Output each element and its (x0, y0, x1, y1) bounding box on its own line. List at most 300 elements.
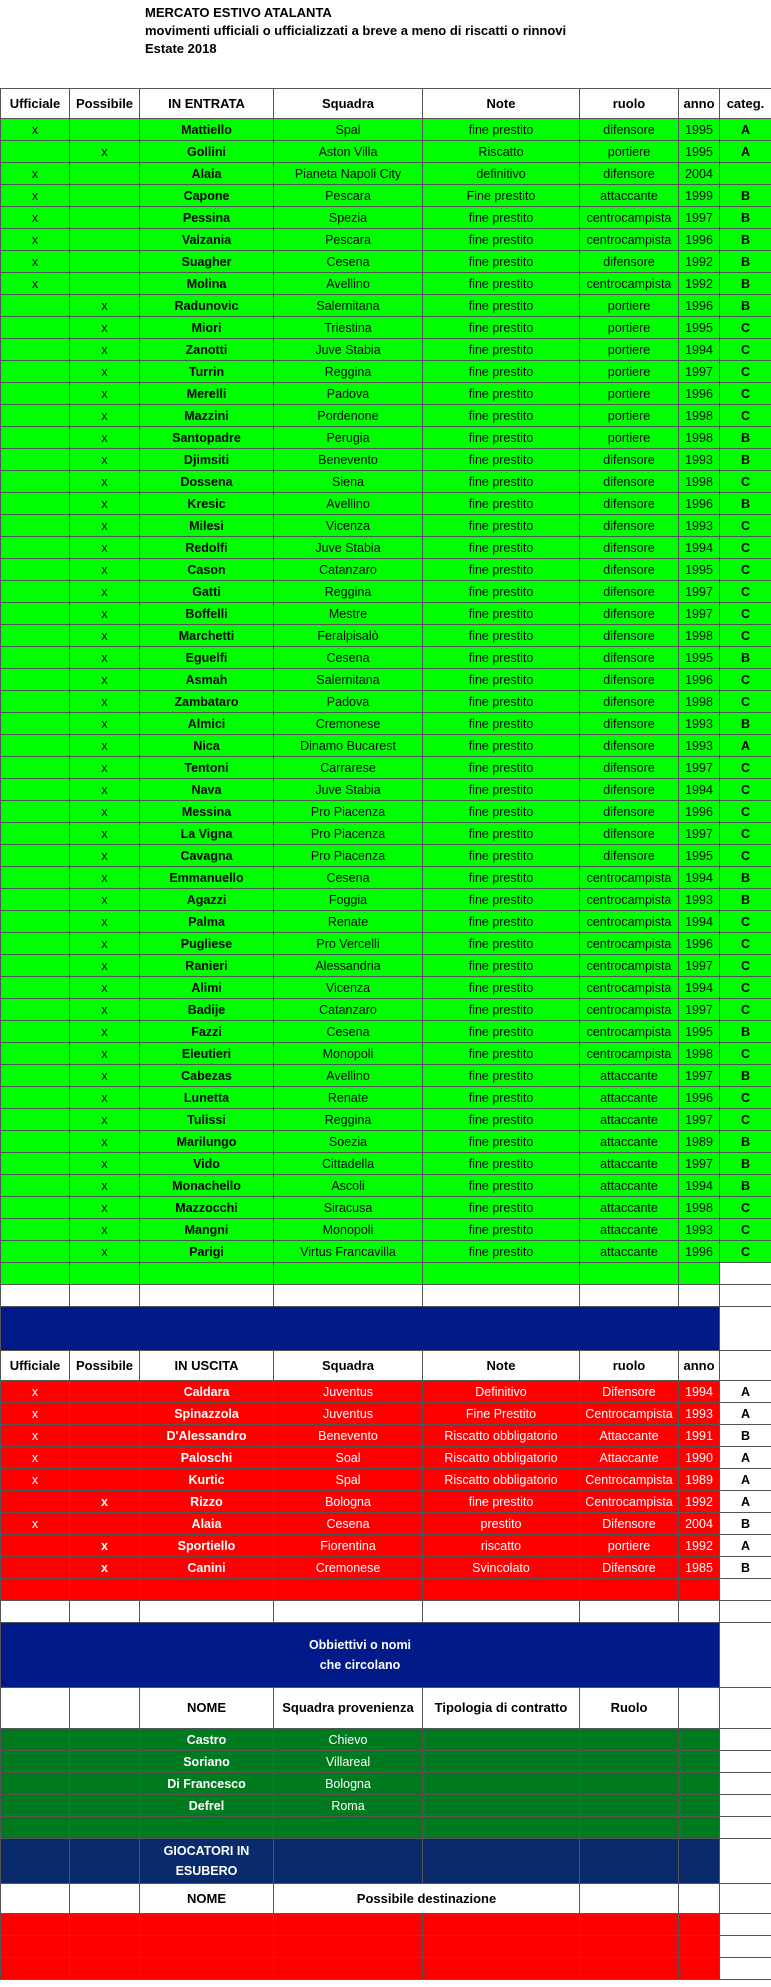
official-mark: x (1, 119, 70, 141)
target-team: Bologna (274, 1773, 423, 1795)
team: Cittadella (274, 1153, 423, 1175)
role: portiere (580, 405, 679, 427)
incoming-row (1, 537, 771, 559)
empty-cell (1, 1688, 70, 1729)
note: fine prestito (423, 1065, 580, 1087)
empty-cell (679, 1751, 720, 1773)
note: fine prestito (423, 449, 580, 471)
role: centrocampista (580, 999, 679, 1021)
player-name: Radunovic (140, 295, 274, 317)
player-name: Mangni (140, 1219, 274, 1241)
incoming-row (1, 141, 771, 163)
official-mark (1, 1043, 70, 1065)
incoming-row (1, 295, 771, 317)
empty-cell (679, 1729, 720, 1751)
player-name: Cason (140, 559, 274, 581)
category: C (720, 603, 771, 625)
role: difensore (580, 163, 679, 185)
player-name: Eguelfi (140, 647, 274, 669)
official-mark (1, 999, 70, 1021)
player-name: Zanotti (140, 339, 274, 361)
category: C (720, 823, 771, 845)
team: Reggina (274, 361, 423, 383)
player-name: Almici (140, 713, 274, 735)
note: fine prestito (423, 823, 580, 845)
role: difensore (580, 845, 679, 867)
column-header-role: ruolo (580, 1351, 679, 1381)
category: A (720, 1403, 771, 1425)
team: Pordenone (274, 405, 423, 427)
player-name: Mazzini (140, 405, 274, 427)
incoming-row (1, 757, 771, 779)
note: fine prestito (423, 735, 580, 757)
team: Cesena (274, 867, 423, 889)
empty-cell (1, 1601, 70, 1623)
role: difensore (580, 603, 679, 625)
empty-cell (720, 1623, 771, 1688)
possible-mark (70, 207, 140, 229)
team: Siena (274, 471, 423, 493)
year: 1996 (679, 933, 720, 955)
incoming-row (1, 889, 771, 911)
column-header-destination: Possibile destinazione (274, 1884, 580, 1914)
year: 1997 (679, 1065, 720, 1087)
role: Difensore (580, 1381, 679, 1403)
role: portiere (580, 317, 679, 339)
empty-cell (423, 1914, 580, 1936)
year: 1993 (679, 889, 720, 911)
team: Bologna (274, 1491, 423, 1513)
team: Salernitana (274, 669, 423, 691)
incoming-row (1, 361, 771, 383)
note: fine prestito (423, 427, 580, 449)
incoming-row (1, 493, 771, 515)
role: attaccante (580, 185, 679, 207)
year: 1996 (679, 229, 720, 251)
empty-cell (274, 1285, 423, 1307)
title: MERCATO ESTIVO ATALANTA (145, 5, 332, 20)
team: Triestina (274, 317, 423, 339)
role: difensore (580, 449, 679, 471)
note: fine prestito (423, 779, 580, 801)
category: C (720, 845, 771, 867)
empty-cell (580, 1263, 679, 1285)
official-mark: x (1, 207, 70, 229)
incoming-row (1, 119, 771, 141)
incoming-row (1, 1021, 771, 1043)
player-name: Marilungo (140, 1131, 274, 1153)
player-name: Agazzi (140, 889, 274, 911)
year: 1994 (679, 779, 720, 801)
empty-cell (679, 1579, 720, 1601)
note: Svincolato (423, 1557, 580, 1579)
team: Catanzaro (274, 559, 423, 581)
player-name: Ranieri (140, 955, 274, 977)
official-mark (1, 1109, 70, 1131)
possible-mark (70, 185, 140, 207)
note: definitivo (423, 163, 580, 185)
role: Attaccante (580, 1447, 679, 1469)
category: C (720, 361, 771, 383)
column-header-name: NOME (140, 1884, 274, 1914)
official-mark (1, 493, 70, 515)
empty-cell (679, 1263, 720, 1285)
note: fine prestito (423, 295, 580, 317)
empty-cell (274, 1817, 423, 1839)
possible-mark (70, 1469, 140, 1491)
surplus-empty-row (1, 1958, 771, 1980)
category: B (720, 1065, 771, 1087)
category: C (720, 317, 771, 339)
outgoing-row (1, 1381, 771, 1403)
team: Perugia (274, 427, 423, 449)
team: Spal (274, 119, 423, 141)
team: Padova (274, 383, 423, 405)
team: Cesena (274, 647, 423, 669)
year: 1989 (679, 1469, 720, 1491)
empty-cell (720, 1579, 771, 1601)
note: fine prestito (423, 273, 580, 295)
note: fine prestito (423, 603, 580, 625)
year: 1985 (679, 1557, 720, 1579)
team: Catanzaro (274, 999, 423, 1021)
team: Benevento (274, 1425, 423, 1447)
player-name: Mazzocchi (140, 1197, 274, 1219)
incoming-row (1, 845, 771, 867)
role: centrocampista (580, 889, 679, 911)
official-mark: x (1, 229, 70, 251)
year: 1997 (679, 581, 720, 603)
empty-cell (720, 1729, 771, 1751)
category: C (720, 405, 771, 427)
empty-cell (720, 1351, 771, 1381)
category: A (720, 735, 771, 757)
category: A (720, 1491, 771, 1513)
empty-cell (140, 1817, 274, 1839)
player-name: Tentoni (140, 757, 274, 779)
possible-mark: x (70, 911, 140, 933)
empty-cell (70, 1729, 140, 1751)
incoming-row (1, 163, 771, 185)
role: portiere (580, 383, 679, 405)
year: 1993 (679, 449, 720, 471)
category: B (720, 1175, 771, 1197)
outgoing-header-row (1, 1351, 771, 1381)
team: Foggia (274, 889, 423, 911)
incoming-row (1, 405, 771, 427)
empty-cell (70, 1817, 140, 1839)
player-name: Alimi (140, 977, 274, 999)
category: B (720, 1557, 771, 1579)
player-name: Paloschi (140, 1447, 274, 1469)
incoming-row (1, 339, 771, 361)
role: difensore (580, 735, 679, 757)
team: Padova (274, 691, 423, 713)
category: C (720, 1197, 771, 1219)
team: Juve Stabia (274, 537, 423, 559)
year: 1991 (679, 1425, 720, 1447)
category: B (720, 251, 771, 273)
possible-mark: x (70, 713, 140, 735)
official-mark (1, 889, 70, 911)
year: 1994 (679, 1381, 720, 1403)
team: Carrarese (274, 757, 423, 779)
incoming-row (1, 1087, 771, 1109)
player-name: Pugliese (140, 933, 274, 955)
possible-mark: x (70, 383, 140, 405)
category: C (720, 955, 771, 977)
role: centrocampista (580, 207, 679, 229)
incoming-row (1, 933, 771, 955)
empty-cell (423, 1601, 580, 1623)
empty-cell (679, 1839, 720, 1884)
year: 1994 (679, 537, 720, 559)
empty-cell (720, 1884, 771, 1914)
team: Pescara (274, 185, 423, 207)
target-name: Di Francesco (140, 1773, 274, 1795)
official-mark (1, 1491, 70, 1513)
possible-mark: x (70, 1021, 140, 1043)
empty-cell (140, 1914, 274, 1936)
year: 1998 (679, 1043, 720, 1065)
player-name: Milesi (140, 515, 274, 537)
possible-mark: x (70, 515, 140, 537)
possible-mark: x (70, 867, 140, 889)
empty-cell (70, 1751, 140, 1773)
year: 2004 (679, 1513, 720, 1535)
note: fine prestito (423, 1043, 580, 1065)
role: difensore (580, 537, 679, 559)
player-name: Molina (140, 273, 274, 295)
category: C (720, 537, 771, 559)
category: C (720, 779, 771, 801)
incoming-row (1, 911, 771, 933)
player-name: Gollini (140, 141, 274, 163)
category: B (720, 647, 771, 669)
note: Riscatto obbligatorio (423, 1447, 580, 1469)
incoming-row (1, 207, 771, 229)
possible-mark (70, 251, 140, 273)
official-mark: x (1, 1425, 70, 1447)
possible-mark: x (70, 977, 140, 999)
possible-mark: x (70, 933, 140, 955)
note: fine prestito (423, 229, 580, 251)
target-name: Defrel (140, 1795, 274, 1817)
category: B (720, 207, 771, 229)
category: B (720, 867, 771, 889)
player-name: Monachello (140, 1175, 274, 1197)
blank-row (1, 1601, 771, 1623)
possible-mark: x (70, 295, 140, 317)
empty-cell (720, 1285, 771, 1307)
empty-cell (1, 1817, 70, 1839)
year: 1998 (679, 405, 720, 427)
outgoing-row (1, 1425, 771, 1447)
role: centrocampista (580, 1021, 679, 1043)
team: Avellino (274, 493, 423, 515)
empty-cell (423, 1579, 580, 1601)
official-mark: x (1, 163, 70, 185)
note: fine prestito (423, 955, 580, 977)
possible-mark: x (70, 735, 140, 757)
official-mark (1, 955, 70, 977)
team: Benevento (274, 449, 423, 471)
empty-cell (423, 1839, 580, 1884)
possible-mark: x (70, 669, 140, 691)
role: attaccante (580, 1131, 679, 1153)
team: Dinamo Bucarest (274, 735, 423, 757)
possible-mark (70, 1513, 140, 1535)
empty-cell (70, 1795, 140, 1817)
official-mark (1, 1087, 70, 1109)
incoming-row (1, 559, 771, 581)
note: fine prestito (423, 251, 580, 273)
official-mark (1, 823, 70, 845)
empty-cell (70, 1579, 140, 1601)
category: C (720, 625, 771, 647)
note: fine prestito (423, 933, 580, 955)
surplus-title-line1: GIOCATORI IN (163, 1844, 250, 1858)
possible-mark: x (70, 449, 140, 471)
year: 1998 (679, 427, 720, 449)
category: C (720, 559, 771, 581)
player-name: Pessina (140, 207, 274, 229)
navy-band-row (1, 1307, 771, 1351)
year: 1997 (679, 999, 720, 1021)
possible-mark: x (70, 1131, 140, 1153)
role: difensore (580, 669, 679, 691)
category: A (720, 119, 771, 141)
category: C (720, 1087, 771, 1109)
player-name: Suagher (140, 251, 274, 273)
year: 1993 (679, 1403, 720, 1425)
category: B (720, 1425, 771, 1447)
category: B (720, 1513, 771, 1535)
target-name: Castro (140, 1729, 274, 1751)
year: 1998 (679, 691, 720, 713)
player-name: Gatti (140, 581, 274, 603)
role: difensore (580, 559, 679, 581)
incoming-row (1, 273, 771, 295)
outgoing-row (1, 1469, 771, 1491)
team: Renate (274, 911, 423, 933)
player-name: D'Alessandro (140, 1425, 274, 1447)
empty-cell (1, 1884, 70, 1914)
possible-mark: x (70, 1535, 140, 1557)
incoming-row (1, 1043, 771, 1065)
official-mark: x (1, 251, 70, 273)
empty-cell (1, 1958, 70, 1980)
player-name: Merelli (140, 383, 274, 405)
official-mark (1, 647, 70, 669)
player-name: Capone (140, 185, 274, 207)
empty-cell (70, 1285, 140, 1307)
team: Salernitana (274, 295, 423, 317)
note: fine prestito (423, 1109, 580, 1131)
empty-cell (580, 1839, 679, 1884)
column-header-official-mark: Ufficiale (1, 89, 70, 119)
player-name: Turrin (140, 361, 274, 383)
empty-cell (1, 1773, 70, 1795)
possible-mark: x (70, 1109, 140, 1131)
surplus-empty-row (1, 1914, 771, 1936)
empty-cell (580, 1884, 679, 1914)
empty-cell (274, 1839, 423, 1884)
possible-mark: x (70, 339, 140, 361)
possible-mark (70, 163, 140, 185)
role: centrocampista (580, 867, 679, 889)
year: 1996 (679, 383, 720, 405)
official-mark: x (1, 1403, 70, 1425)
surplus-title-line2: ESUBERO (175, 1864, 238, 1878)
empty-cell (1, 1263, 70, 1285)
empty-cell (274, 1958, 423, 1980)
note: fine prestito (423, 361, 580, 383)
official-mark (1, 339, 70, 361)
official-mark (1, 1153, 70, 1175)
category: C (720, 471, 771, 493)
role: attaccante (580, 1175, 679, 1197)
possible-mark: x (70, 845, 140, 867)
empty-cell (274, 1914, 423, 1936)
empty-cell (679, 1601, 720, 1623)
note: fine prestito (423, 1241, 580, 1263)
year: 1995 (679, 845, 720, 867)
incoming-row (1, 383, 771, 405)
team: Ascoli (274, 1175, 423, 1197)
empty-cell (70, 1958, 140, 1980)
player-name: Dossena (140, 471, 274, 493)
empty-cell (1, 1579, 70, 1601)
role: attaccante (580, 1241, 679, 1263)
player-name: Palma (140, 911, 274, 933)
team: Spezia (274, 207, 423, 229)
note: fine prestito (423, 1197, 580, 1219)
empty-cell (720, 1795, 771, 1817)
official-mark (1, 559, 70, 581)
column-header-category: categ. (720, 89, 771, 119)
category: C (720, 581, 771, 603)
year: 1992 (679, 1491, 720, 1513)
surplus-empty-row (1, 1936, 771, 1958)
player-name: Zambataro (140, 691, 274, 713)
official-mark (1, 1219, 70, 1241)
empty-cell (580, 1579, 679, 1601)
possible-mark (70, 1447, 140, 1469)
possible-mark: x (70, 141, 140, 163)
empty-cell (720, 1839, 771, 1884)
player-name: Nica (140, 735, 274, 757)
category: B (720, 713, 771, 735)
year: 1998 (679, 471, 720, 493)
possible-mark: x (70, 1065, 140, 1087)
note: Definitivo (423, 1381, 580, 1403)
team: Siracusa (274, 1197, 423, 1219)
possible-mark: x (70, 801, 140, 823)
role: Centrocampista (580, 1469, 679, 1491)
note: fine prestito (423, 801, 580, 823)
role: attaccante (580, 1087, 679, 1109)
player-name: Kresic (140, 493, 274, 515)
incoming-row (1, 955, 771, 977)
note: fine prestito (423, 713, 580, 735)
official-mark: x (1, 1447, 70, 1469)
role: portiere (580, 361, 679, 383)
category: C (720, 757, 771, 779)
empty-cell (70, 1839, 140, 1884)
note: Riscatto (423, 141, 580, 163)
empty-cell (720, 1688, 771, 1729)
